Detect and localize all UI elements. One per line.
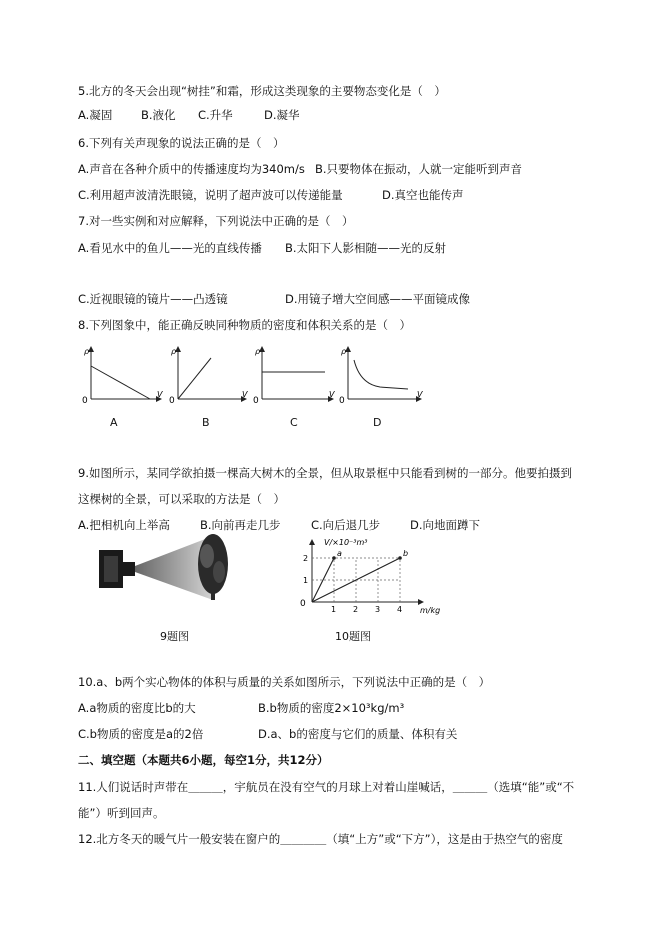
q11-line1: 11.人们说话时声带在＿＿＿，宇航员在没有空气的月球上对着山崖喊话，＿＿＿（选填“能”或“不 (78, 780, 575, 794)
graph-c-caption: C (290, 416, 298, 429)
q5-option-a: A.凝固 (78, 108, 113, 122)
graph-c (253, 346, 335, 406)
fig10-origin: 0 (300, 599, 306, 609)
fig10-point-a (332, 556, 336, 560)
fig10-x-tick: 3 (375, 605, 381, 614)
q9-stem-line1: 9.如图所示，某同学欲拍摄一棵高大树木的全景，但从取景框中只能看到树的一部分。他要拍摄到 (78, 466, 572, 480)
graph-c-y-label: ρ (255, 347, 261, 356)
q10-option-c: C.b物质的密度是a的2倍 (78, 727, 204, 741)
q5-option-d: D.凝华 (264, 108, 300, 122)
q9-option-c: C.向后退几步 (311, 518, 381, 532)
q11-line2: 能”）听到回声。 (78, 806, 165, 820)
q6-option-c: C.利用超声波清洗眼镜，说明了超声波可以传递能量 (78, 188, 343, 202)
fig10-x-tick: 2 (353, 605, 359, 614)
graph-d (339, 346, 423, 406)
q7-option-c: C.近视眼镜的镜片——凸透镜 (78, 292, 228, 306)
fig10-y-tick: 2 (303, 554, 309, 563)
fig10-point-b (398, 556, 402, 560)
graph-d-y-label: ρ (341, 347, 347, 356)
q7-option-d: D.用镜子增大空间感——平面镜成像 (285, 292, 471, 306)
q9-option-d: D.向地面蹲下 (410, 518, 481, 532)
graph-a-x-label: V (157, 390, 163, 399)
graph-b-caption: B (202, 416, 210, 429)
graph-a-y-label: ρ (84, 347, 90, 356)
q9-option-b: B.向前再走几步 (200, 518, 281, 532)
figure-9-camera-tree (95, 528, 265, 603)
q7-option-a: A.看见水中的鱼儿——光的直线传播 (78, 241, 262, 255)
graph-a-caption: A (110, 416, 118, 429)
fig10-y-tick: 1 (303, 576, 309, 585)
q7-option-b: B.太阳下人影相随——光的反射 (285, 241, 447, 255)
q5-option-c: C.升华 (198, 108, 233, 122)
fig10-y-axis-label: V/×10⁻³m³ (324, 538, 368, 547)
q10-option-d: D.a、b的密度与它们的质量、体积有关 (258, 727, 458, 741)
q7-stem: 7.对一些实例和对应解释，下列说法中正确的是（ ） (78, 214, 354, 228)
graph-c-x-label: V (329, 390, 335, 399)
fig10-series-label-b: b (403, 549, 409, 558)
graph-a-origin: 0 (82, 396, 88, 406)
q6-option-a: A.声音在各种介质中的传播速度均为340m/s (78, 162, 305, 176)
q10-option-a: A.a物质的密度比b的大 (78, 701, 196, 715)
graph-d-origin: 0 (339, 396, 345, 406)
q12-line1: 12.北方冬天的暖气片一般安装在窗户的＿＿＿＿（填“上方”或“下方”），这是由于热空气的密度 (78, 832, 563, 846)
fig10-x-axis-label: m/kg (420, 606, 441, 615)
graph-a (82, 346, 163, 406)
fig10-x-tick: 1 (331, 605, 337, 614)
graph-d-caption: D (373, 416, 382, 429)
fig10-series-a (312, 558, 334, 602)
camera-icon (99, 550, 135, 588)
q9-option-a: A.把相机向上举高 (78, 518, 170, 532)
q6-option-b: B.只要物体在振动，人就一定能听到声音 (315, 162, 523, 176)
graph-c-origin: 0 (253, 396, 259, 406)
fig10-x-tick: 4 (397, 605, 403, 614)
q6-stem: 6.下列有关声现象的说法正确的是（ ） (78, 136, 285, 150)
q8-graphs (0, 342, 661, 432)
q9-stem-line2: 这棵树的全景，可以采取的方法是（ ） (78, 492, 285, 506)
fig10-series-label-a: a (337, 549, 342, 558)
q6-option-d: D.真空也能传声 (382, 188, 464, 202)
graph-b-x-label: V (242, 390, 248, 399)
figure-10-caption: 10题图 (335, 630, 371, 643)
figure-9-caption: 9题图 (160, 630, 189, 643)
q8-stem: 8.下列图象中，能正确反映同种物质的密度和体积关系的是（ ） (78, 318, 411, 332)
graph-b-y-label: ρ (171, 347, 177, 356)
graph-d-x-label: V (417, 390, 423, 399)
q5-option-b: B.液化 (141, 108, 176, 122)
figure-10-chart (292, 536, 457, 616)
q10-option-b: B.b物质的密度2×10³kg/m³ (258, 701, 405, 715)
q5-stem: 5.北方的冬天会出现“树挂”和霜，形成这类现象的主要物态变化是（ ） (78, 84, 446, 98)
graph-b (169, 346, 248, 406)
section-2-title: 二、填空题（本题共6小题，每空1分，共12分） (78, 753, 329, 767)
q10-stem: 10.a、b两个实心物体的体积与质量的关系如图所示，下列说法中正确的是（ ） (78, 675, 491, 689)
graph-b-origin: 0 (169, 396, 175, 406)
